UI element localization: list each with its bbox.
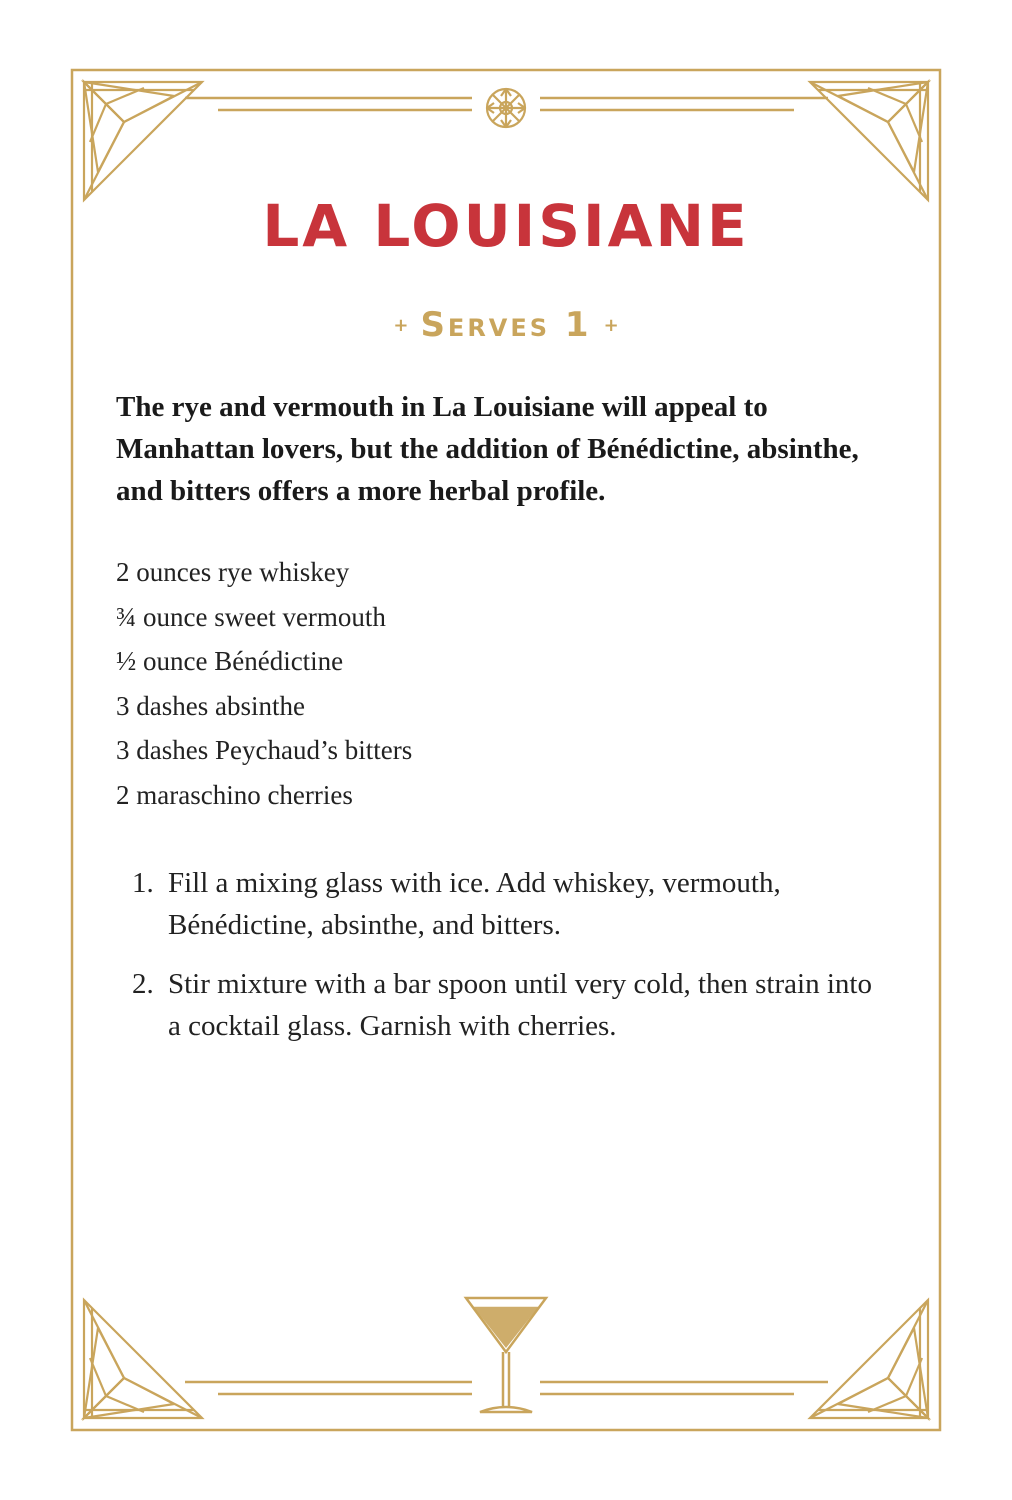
corner-fan-top-left-icon — [84, 82, 202, 200]
serves-ornament-left: + — [393, 314, 409, 336]
step-text: Stir mixture with a bar spoon until very cold, then strain into a cocktail glass. Garnish with cherries. — [168, 968, 872, 1042]
ingredient-item: 3 dashes absinthe — [116, 690, 305, 721]
step-number: 1. — [132, 867, 154, 899]
corner-fan-top-right-icon — [810, 82, 928, 200]
step-list — [116, 862, 886, 1064]
corner-fan-bottom-left-icon — [84, 1300, 202, 1418]
ingredient-item: ¾ ounce sweet vermouth — [116, 601, 386, 632]
ingredient-item: 2 ounces rye whiskey — [116, 557, 350, 587]
ingredient-item: 2 maraschino cherries — [116, 779, 353, 810]
bottom-rules — [185, 1382, 828, 1394]
step-item — [116, 963, 886, 1047]
ingredient-list — [116, 550, 716, 817]
step-item — [116, 862, 886, 946]
serves-row — [0, 305, 1012, 345]
step-number: 2. — [132, 968, 154, 1000]
recipe-intro: The rye and vermouth in La Louisiane will appeal to Manhattan lovers, but the addition of Bénédictine, absinthe, and bitters offers a more herbal profile. — [116, 391, 859, 507]
ingredient-item: 3 dashes Peychaud’s bitters — [116, 735, 413, 765]
serves-ornament-right: + — [603, 314, 619, 336]
martini-glass-icon — [466, 1298, 546, 1412]
step-text: Fill a mixing glass with ice. Add whiskey, vermouth, Bénédictine, absinthe, and bitters. — [168, 867, 781, 941]
corner-fan-bottom-right-icon — [810, 1300, 928, 1418]
recipe-title: LA LOUISIANE — [262, 192, 750, 260]
top-snowflake-ornament-icon — [487, 89, 525, 127]
serves-label: Serves 1 — [420, 305, 592, 345]
ingredient-item: ½ ounce Bénédictine — [116, 646, 344, 676]
